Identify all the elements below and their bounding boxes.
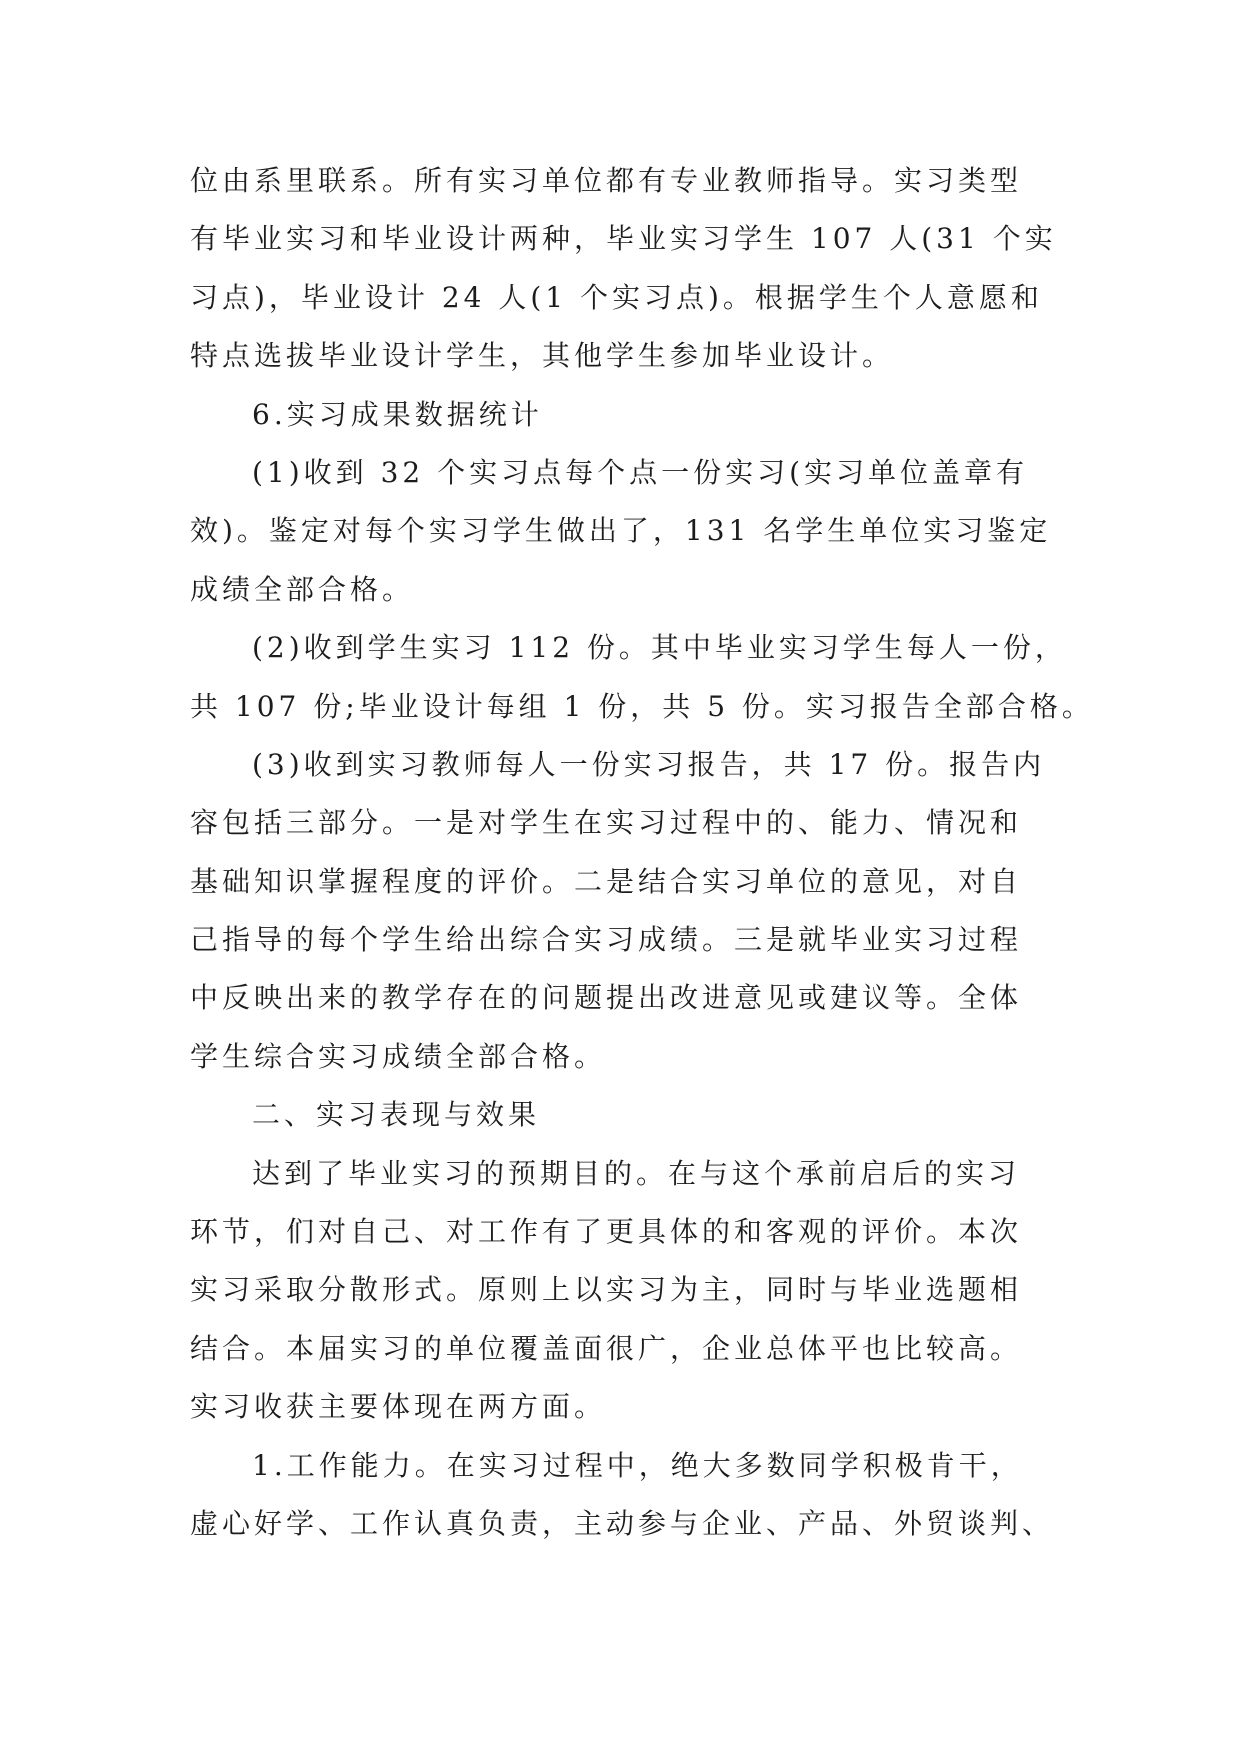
text-line: 习点)，毕业设计 24 人(1 个实习点)。根据学生个人意愿和	[190, 280, 1043, 314]
text-line: 成绩全部合格。	[190, 572, 415, 606]
document-body	[190, 152, 1094, 1553]
text-line: 特点选拔毕业设计学生，其他学生参加毕业设计。	[190, 339, 895, 373]
text-line: (1)收到 32 个实习点每个点一份实习(实习单位盖章有	[252, 455, 1029, 489]
text-line: 1.工作能力。在实习过程中，绝大多数同学积极肯干，	[252, 1448, 1023, 1482]
text-line: 共 107 份;毕业设计每组 1 份，共 5 份。实习报告全部合格。	[190, 689, 1094, 723]
text-line: (3)收到实习教师每人一份实习报告，共 17 份。报告内	[252, 747, 1046, 781]
text-line: 容包括三部分。一是对学生在实习过程中的、能力、情况和	[190, 806, 1023, 840]
section-heading: 二、实习表现与效果	[252, 1098, 541, 1132]
text-line: 位由系里联系。所有实习单位都有专业教师指导。实习类型	[190, 164, 1023, 197]
text-line: 效)。鉴定对每个实习学生做出了，131 名学生单位实习鉴定	[190, 514, 1052, 548]
text-line: 环节，们对自己、对工作有了更具体的和客观的评价。本次	[190, 1215, 1023, 1249]
text-line: 结合。本届实习的单位覆盖面很广，企业总体平也比较高。	[190, 1331, 1023, 1365]
text-line: 实习收获主要体现在两方面。	[190, 1390, 607, 1424]
text-line: 有毕业实习和毕业设计两种，毕业实习学生 107 人(31 个实	[190, 222, 1057, 256]
text-line: 实习采取分散形式。原则上以实习为主，同时与毕业选题相	[190, 1273, 1023, 1307]
text-line: 学生综合实习成绩全部合格。	[190, 1039, 607, 1073]
text-line: (2)收到学生实习 112 份。其中毕业实习学生每人一份，	[252, 631, 1067, 665]
text-line: 基础知识掌握程度的评价。二是结合实习单位的意见，对自	[190, 864, 1023, 898]
text-line: 达到了毕业实习的预期目的。在与这个承前启后的实习	[252, 1156, 1021, 1190]
text-line: 中反映出来的教学存在的问题提出改进意见或建议等。全体	[190, 981, 1023, 1015]
text-line: 己指导的每个学生给出综合实习成绩。三是就毕业实习过程	[190, 923, 1023, 957]
section-heading: 6.实习成果数据统计	[252, 397, 543, 431]
text-line: 虚心好学、工作认真负责，主动参与企业、产品、外贸谈判、	[190, 1506, 1055, 1540]
